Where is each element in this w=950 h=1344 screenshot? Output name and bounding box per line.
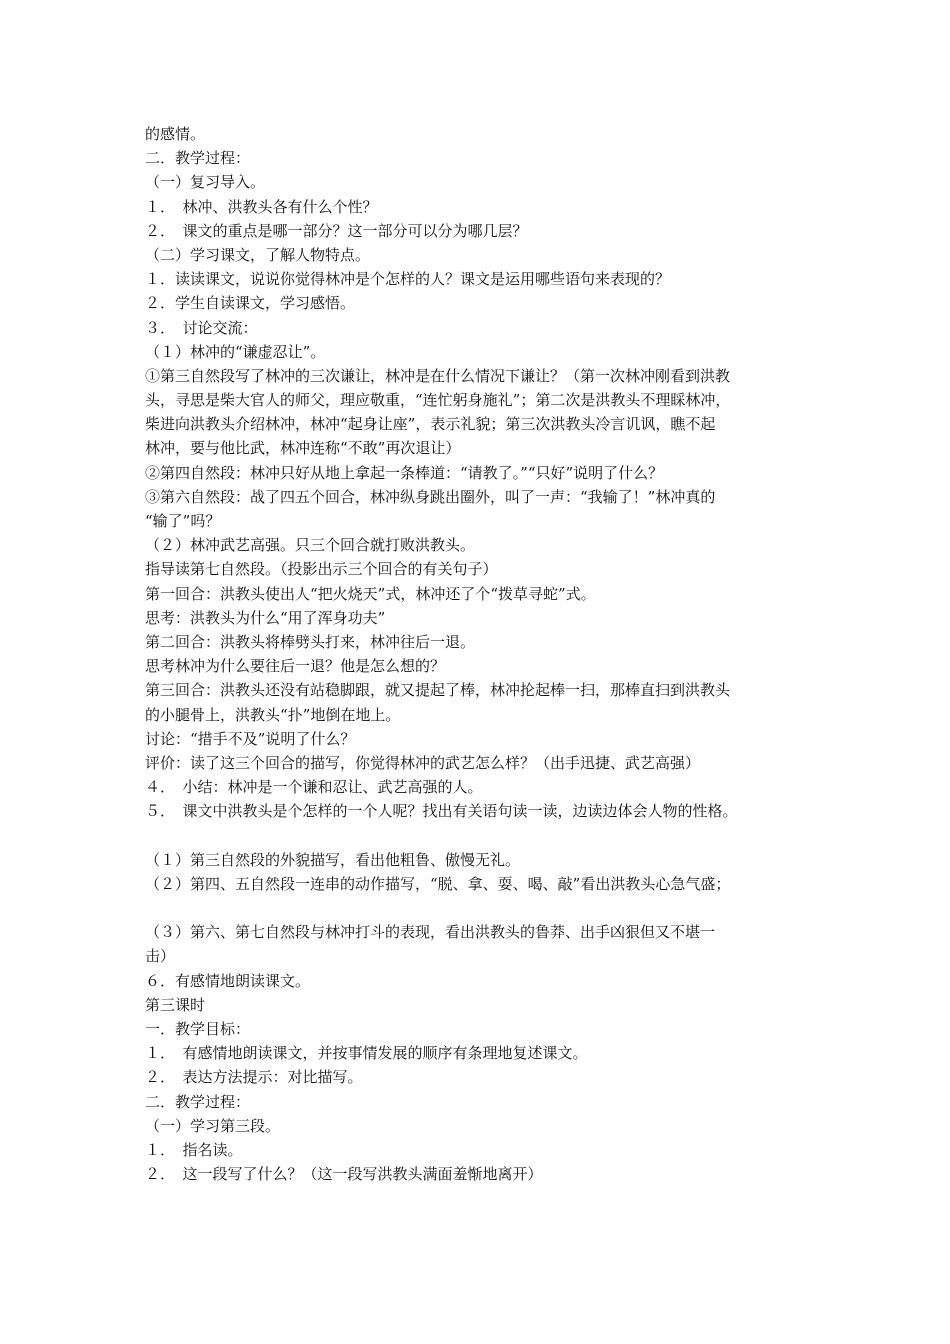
- text-line: 讨论：“措手不及”说明了什么？: [145, 729, 356, 748]
- lesson-heading: 第三课时: [145, 995, 206, 1014]
- text-line: ①第三自然段写了林冲的三次谦让，林冲是在什么情况下谦让？（第一次林冲刚看到洪教: [145, 366, 731, 385]
- list-item: １． 林冲、洪教头各有什么个性？: [145, 197, 378, 216]
- text-line: （２）第四、五自然段一连串的动作描写，“脱、拿、耍、喝、敲”看出洪教头心急气盛；: [145, 874, 731, 893]
- list-item: ２． 表达方法提示：对比描写。: [145, 1068, 363, 1087]
- subsection-heading: （二）学习课文，了解人物特点。: [145, 245, 371, 264]
- list-item: ２．学生自读课文，学习感悟。: [145, 294, 356, 313]
- text-line: （１）林冲的“谦虚忍让”。: [145, 342, 326, 361]
- text-line: 头，寻思是柴大官人的师父，理应敬重，“连忙躬身施礼”；第二次是洪教头不理睬林冲，: [145, 391, 731, 410]
- text-line: 的感情。: [145, 125, 206, 143]
- blank-line: [145, 896, 825, 920]
- list-item: ２． 这一段写了什么？（这一段写洪教头满面羞惭地离开）: [145, 1165, 543, 1184]
- text-line: ②第四自然段：林冲只好从地上拿起一条棒道：“请教了。”“只好”说明了什么？: [145, 463, 664, 482]
- text-line: 思考：洪教头为什么“用了浑身功夫”: [145, 608, 386, 627]
- section-heading: 二．教学过程：: [145, 1092, 251, 1111]
- text-line: （２）林冲武艺高强。只三个回合就打败洪教头。: [145, 536, 476, 555]
- text-line: （３）第六、第七自然段与林冲打斗的表现，看出洪教头的鲁莽、出手凶狠但又不堪一: [145, 923, 716, 942]
- section-heading: 一．教学目标：: [145, 1019, 251, 1038]
- text-line: 击）: [145, 947, 176, 966]
- list-item: １．读读课文，说说你觉得林冲是个怎样的人？课文是运用哪些语句来表现的？: [145, 270, 671, 289]
- subsection-heading: （一）学习第三段。: [145, 1116, 281, 1135]
- text-line: 思考林冲为什么要往后一退？他是怎么想的？: [145, 657, 446, 676]
- blank-line: [145, 823, 825, 847]
- subsection-heading: （一）复习导入。: [145, 173, 266, 192]
- text-line: 指导读第七自然段。（投影出示三个回合的有关句子）: [145, 560, 498, 579]
- list-item: １． 有感情地朗读课文，并按事情发展的顺序有条理地复述课文。: [145, 1044, 588, 1063]
- text-line: 的小腿骨上，洪教头“扑”地倒在地上。: [145, 705, 401, 724]
- text-line: 评价：读了这三个回合的描写，你觉得林冲的武艺怎么样？（出手迅捷、武艺高强）: [145, 753, 701, 772]
- text-line: 柴进向洪教头介绍林冲，林冲“起身让座”，表示礼貌；第三次洪教头冷言讥讽，瞧不起: [145, 415, 716, 434]
- list-item: ２． 课文的重点是哪一部分？这一部分可以分为哪几层？: [145, 221, 528, 240]
- text-line: （１）第三自然段的外貌描写，看出他粗鲁、傲慢无礼。: [145, 850, 521, 869]
- list-item: ４． 小结：林冲是一个谦和忍让、武艺高强的人。: [145, 778, 483, 797]
- list-item: ３． 讨论交流：: [145, 318, 258, 337]
- text-line: ③第六自然段：战了四五个回合，林冲纵身跳出圈外，叫了一声：“我输了！”林冲真的: [145, 487, 716, 506]
- list-item: ６．有感情地朗读课文。: [145, 971, 311, 990]
- section-heading: 二．教学过程：: [145, 149, 251, 168]
- text-line: “输了”吗？: [145, 512, 221, 530]
- list-item: １． 指名读。: [145, 1140, 243, 1159]
- text-line: 林冲，要与他比武，林冲连称“不敢”再次退让）: [145, 439, 461, 458]
- text-line: 第二回合：洪教头将棒劈头打来，林冲往后一退。: [145, 632, 476, 651]
- text-line: 第三回合：洪教头还没有站稳脚跟，就又提起了棒，林冲抡起棒一扫，那棒直扫到洪教头: [145, 681, 731, 700]
- text-line: 第一回合：洪教头使出人“把火烧天”式，林冲还了个“拨草寻蛇”式。: [145, 584, 596, 603]
- document-body: [145, 122, 825, 1186]
- list-item: ５． 课文中洪教头是个怎样的一个人呢？找出有关语句读一读，边读边体会人物的性格。: [145, 802, 738, 821]
